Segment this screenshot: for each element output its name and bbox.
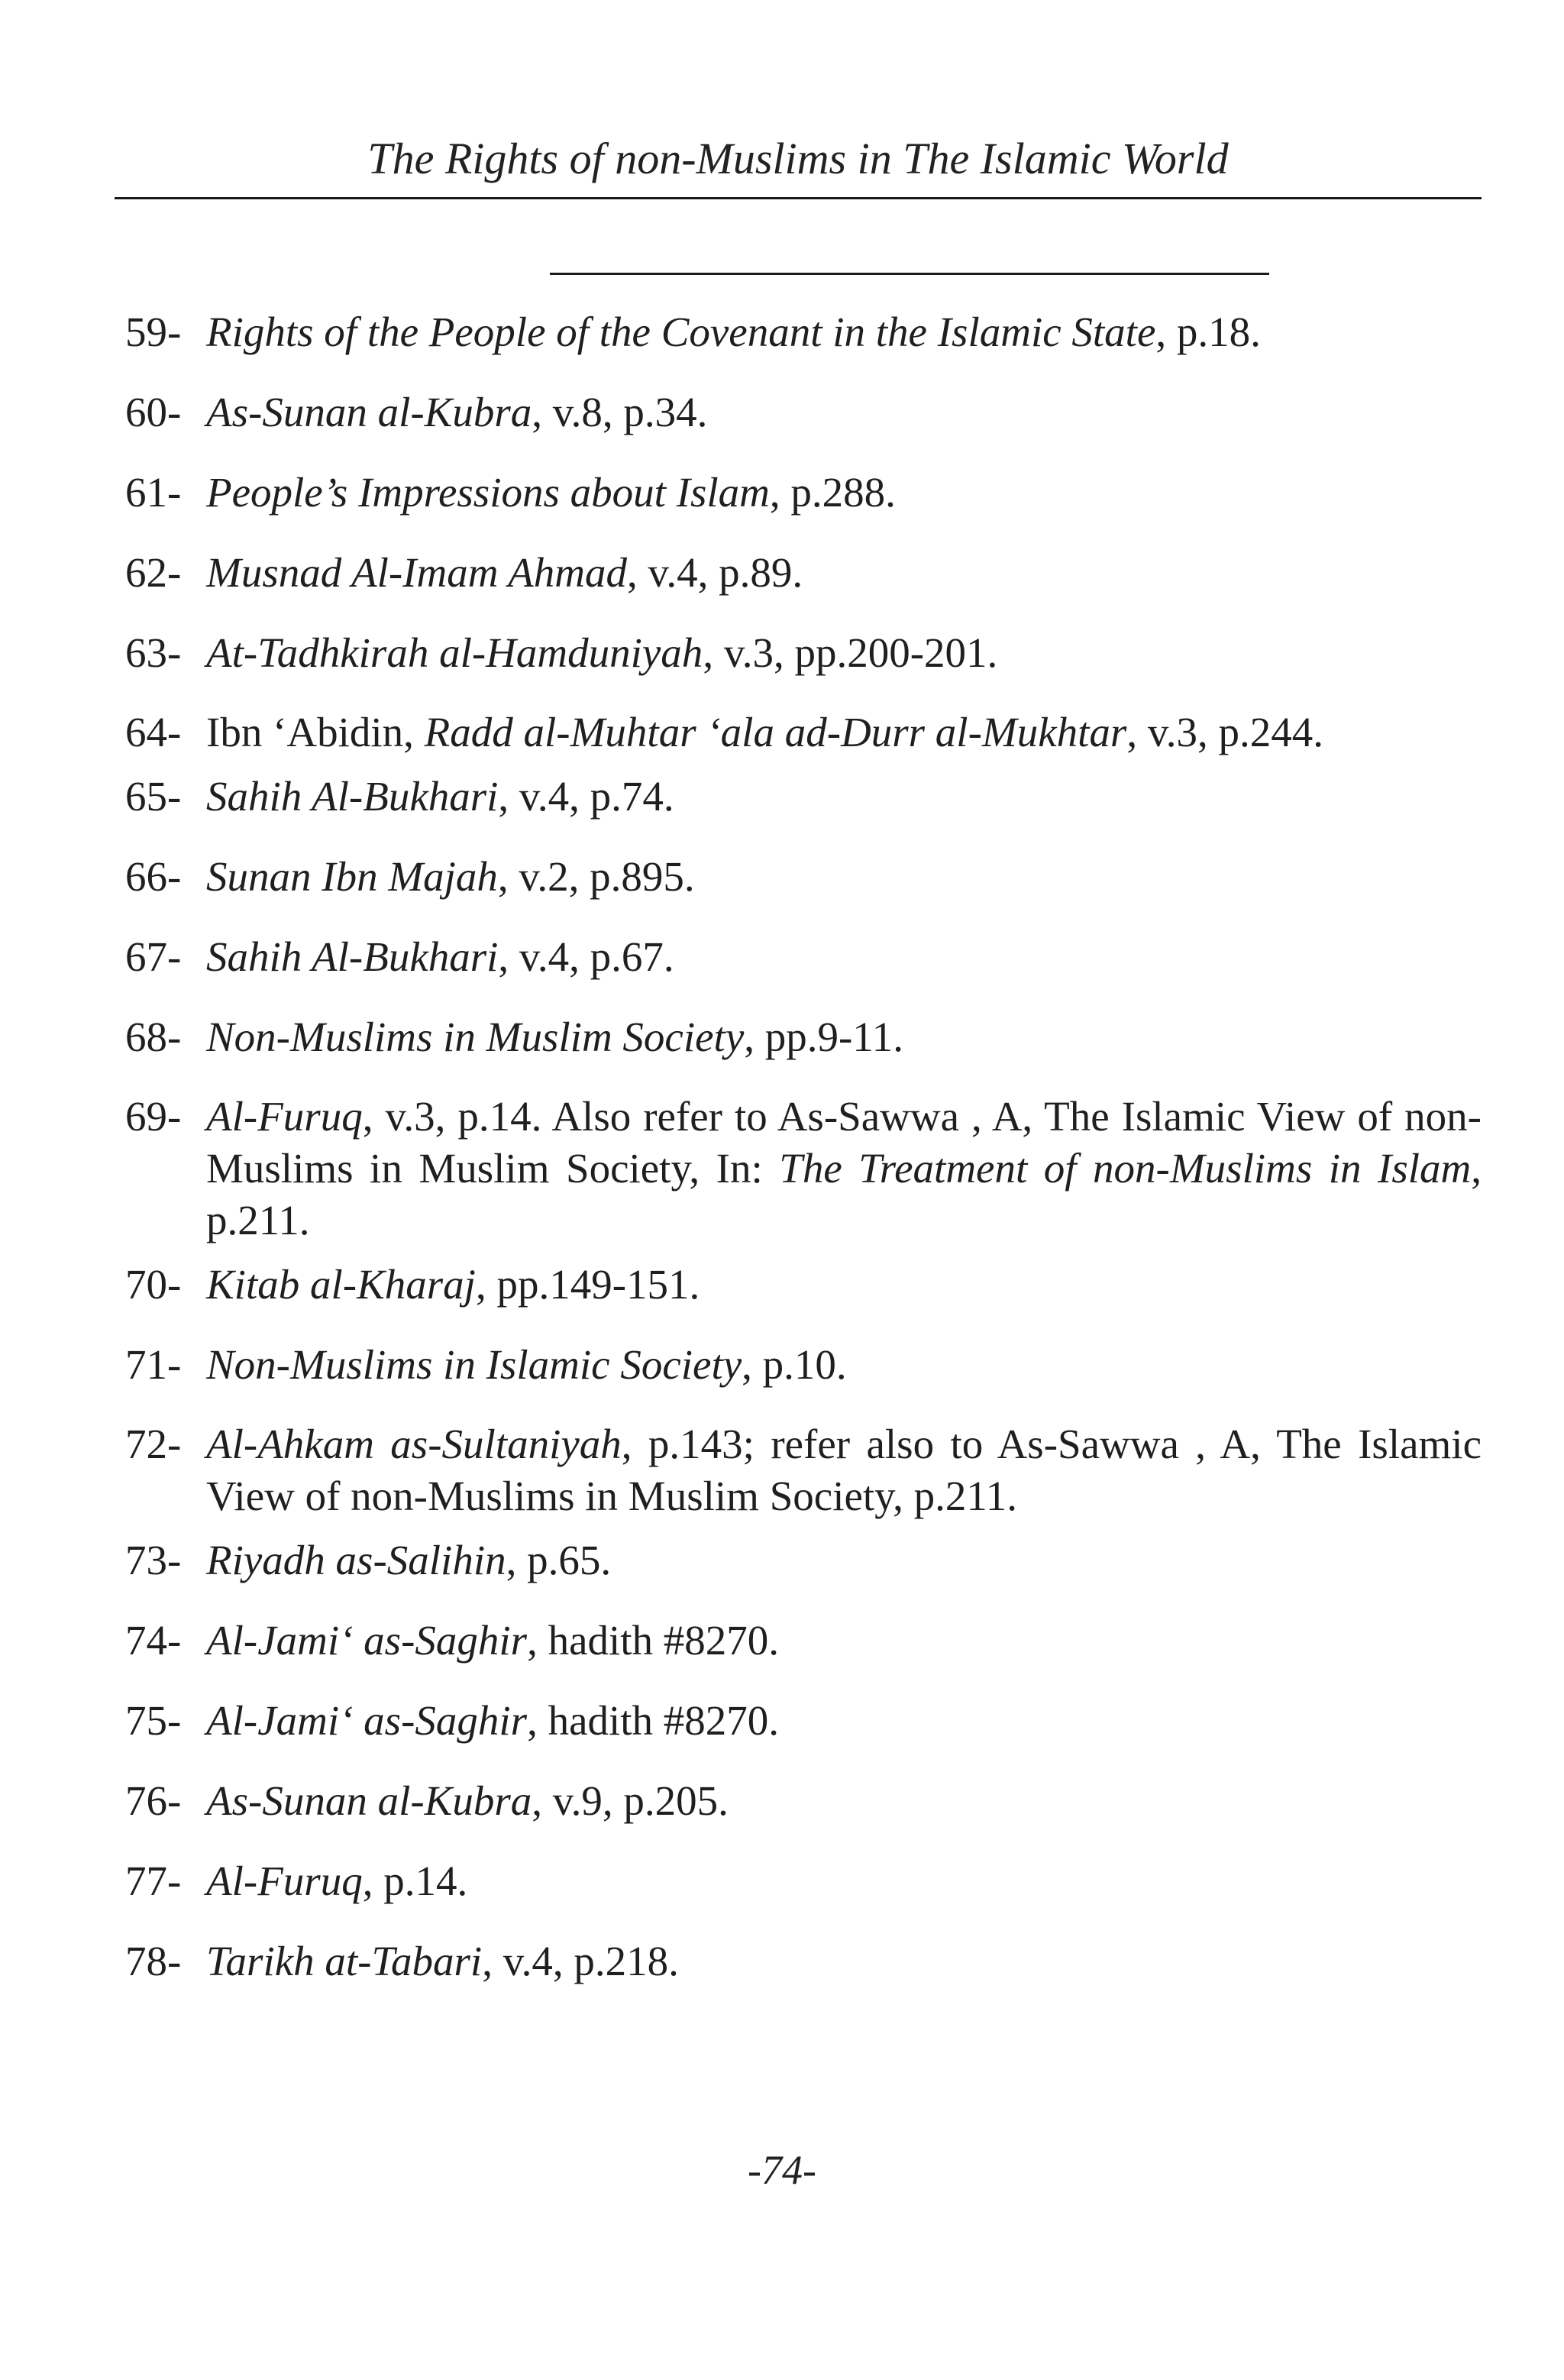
running-head-title: The Rights of non-Muslims in The Islamic World bbox=[367, 134, 1229, 183]
endnote-second-title: The Treatment of non-Muslims in Islam bbox=[779, 1145, 1472, 1192]
endnotes-list bbox=[125, 306, 1482, 2015]
endnote-detail: , v.9, p.205. bbox=[532, 1777, 729, 1824]
endnote-number: 75- bbox=[125, 1697, 182, 1744]
endnote-title: Sahih Al-Bukhari bbox=[206, 773, 499, 820]
endnote-item bbox=[125, 1855, 1482, 1908]
endnote-title: Sunan Ibn Majah bbox=[206, 853, 498, 900]
endnote-detail: , p.18. bbox=[1155, 309, 1261, 355]
endnote-item bbox=[125, 1935, 1482, 1988]
endnote-number: 69- bbox=[125, 1093, 182, 1140]
header-rule bbox=[115, 197, 1482, 199]
endnote-number: 77- bbox=[125, 1858, 182, 1904]
endnote-item bbox=[125, 930, 1482, 984]
endnote-item bbox=[125, 707, 1482, 758]
endnote-item bbox=[125, 1534, 1482, 1587]
endnote-title: As-Sunan al-Kubra bbox=[206, 1777, 532, 1824]
endnote-detail: , p.143; refer also to As-Sawwa , A, The Islamic View of non-Muslims in Muslim Society, p.211. bbox=[206, 1421, 1482, 1519]
endnote-number: 73- bbox=[125, 1537, 182, 1583]
endnote-title: Rights of the People of the Covenant in the Islamic State bbox=[206, 309, 1156, 355]
endnote-detail: , v.4, p.67. bbox=[498, 933, 674, 980]
endnote-title: Tarikh at-Tabari bbox=[206, 1938, 483, 1984]
endnote-number: 76- bbox=[125, 1777, 182, 1824]
endnote-item bbox=[125, 386, 1482, 439]
endnote-title: Riyadh as-Salihin bbox=[206, 1537, 506, 1583]
endnote-detail: , p.14. bbox=[362, 1858, 468, 1904]
endnote-item bbox=[125, 626, 1482, 680]
endnote-detail: , p.65. bbox=[506, 1537, 612, 1583]
endnote-item bbox=[125, 466, 1482, 519]
endnote-title: Non-Muslims in Muslim Society bbox=[206, 1014, 745, 1060]
endnote-detail: , p.10. bbox=[742, 1341, 847, 1388]
endnotes-separator-rule bbox=[550, 273, 1269, 275]
endnote-detail: , pp.9-11. bbox=[744, 1014, 904, 1060]
endnote-title: Al-Jami‘ as-Saghir bbox=[206, 1697, 528, 1744]
endnote-detail: , v.4, p.218. bbox=[482, 1938, 679, 1984]
endnote-number: 71- bbox=[125, 1341, 182, 1388]
endnote-item bbox=[125, 546, 1482, 600]
endnote-title: Musnad Al-Imam Ahmad bbox=[206, 549, 627, 596]
endnote-number: 74- bbox=[125, 1617, 182, 1664]
endnote-number: 70- bbox=[125, 1261, 182, 1308]
endnote-item bbox=[125, 1614, 1482, 1667]
endnote-title: Al-Furuq bbox=[206, 1858, 363, 1904]
endnote-title: Kitab al-Kharaj bbox=[206, 1261, 476, 1308]
endnote-item bbox=[125, 1011, 1482, 1064]
endnote-number: 72- bbox=[125, 1421, 182, 1467]
endnote-item bbox=[125, 1694, 1482, 1748]
endnote-item bbox=[125, 850, 1482, 904]
endnote-item bbox=[125, 306, 1482, 359]
endnote-number: 64- bbox=[125, 709, 182, 755]
endnote-title: Radd al-Muhtar ‘ala ad-Durr al-Mukhtar bbox=[424, 709, 1127, 755]
endnote-detail: , v.8, p.34. bbox=[532, 389, 708, 435]
endnote-number: 78- bbox=[125, 1938, 182, 1984]
endnote-number: 67- bbox=[125, 933, 182, 980]
endnote-title: Al-Jami‘ as-Saghir bbox=[206, 1617, 528, 1664]
endnote-title: Al-Ahkam as-Sultaniyah bbox=[206, 1421, 622, 1467]
endnote-item bbox=[125, 1338, 1482, 1392]
page-number: -74- bbox=[748, 2147, 816, 2193]
endnote-detail: , p.288. bbox=[769, 469, 896, 516]
endnote-number: 68- bbox=[125, 1014, 182, 1060]
endnote-prefix: Ibn ‘Abidin, bbox=[206, 709, 425, 755]
endnote-title: Non-Muslims in Islamic Society bbox=[206, 1341, 742, 1388]
endnote-detail: , v.3, p.14. Also refer to As-Sawwa , A, The Islamic View of non-Muslims in Muslim Society, In: bbox=[206, 1093, 1482, 1192]
endnote-number: 59- bbox=[125, 309, 182, 355]
endnote-number: 60- bbox=[125, 389, 182, 435]
endnote-item bbox=[125, 1091, 1482, 1247]
endnote-detail: , hadith #8270. bbox=[527, 1697, 780, 1744]
endnote-item bbox=[125, 1258, 1482, 1311]
endnote-number: 66- bbox=[125, 853, 182, 900]
endnote-title: At-Tadhkirah al-Hamduniyah bbox=[206, 629, 703, 676]
endnote-title: As-Sunan al-Kubra bbox=[206, 389, 532, 435]
endnote-detail: , pp.149-151. bbox=[475, 1261, 700, 1308]
endnote-title: Sahih Al-Bukhari bbox=[206, 933, 499, 980]
endnote-item bbox=[125, 770, 1482, 823]
endnote-number: 62- bbox=[125, 549, 182, 596]
endnote-number: 65- bbox=[125, 773, 182, 820]
endnote-detail: , v.3, p.244. bbox=[1126, 709, 1323, 755]
endnote-suffix: , p.211. bbox=[206, 1145, 1482, 1243]
endnote-detail: , v.3, pp.200-201. bbox=[703, 629, 998, 676]
endnote-number: 61- bbox=[125, 469, 182, 516]
endnote-item bbox=[125, 1774, 1482, 1828]
endnote-number: 63- bbox=[125, 629, 182, 676]
endnote-title: Al-Furuq bbox=[206, 1093, 363, 1140]
endnote-detail: , hadith #8270. bbox=[527, 1617, 780, 1664]
endnote-detail: , v.2, p.895. bbox=[497, 853, 695, 900]
endnote-detail: , v.4, p.89. bbox=[627, 549, 803, 596]
endnote-item bbox=[125, 1418, 1482, 1522]
endnote-detail: , v.4, p.74. bbox=[498, 773, 674, 820]
endnote-title: People’s Impressions about Islam bbox=[206, 469, 770, 516]
